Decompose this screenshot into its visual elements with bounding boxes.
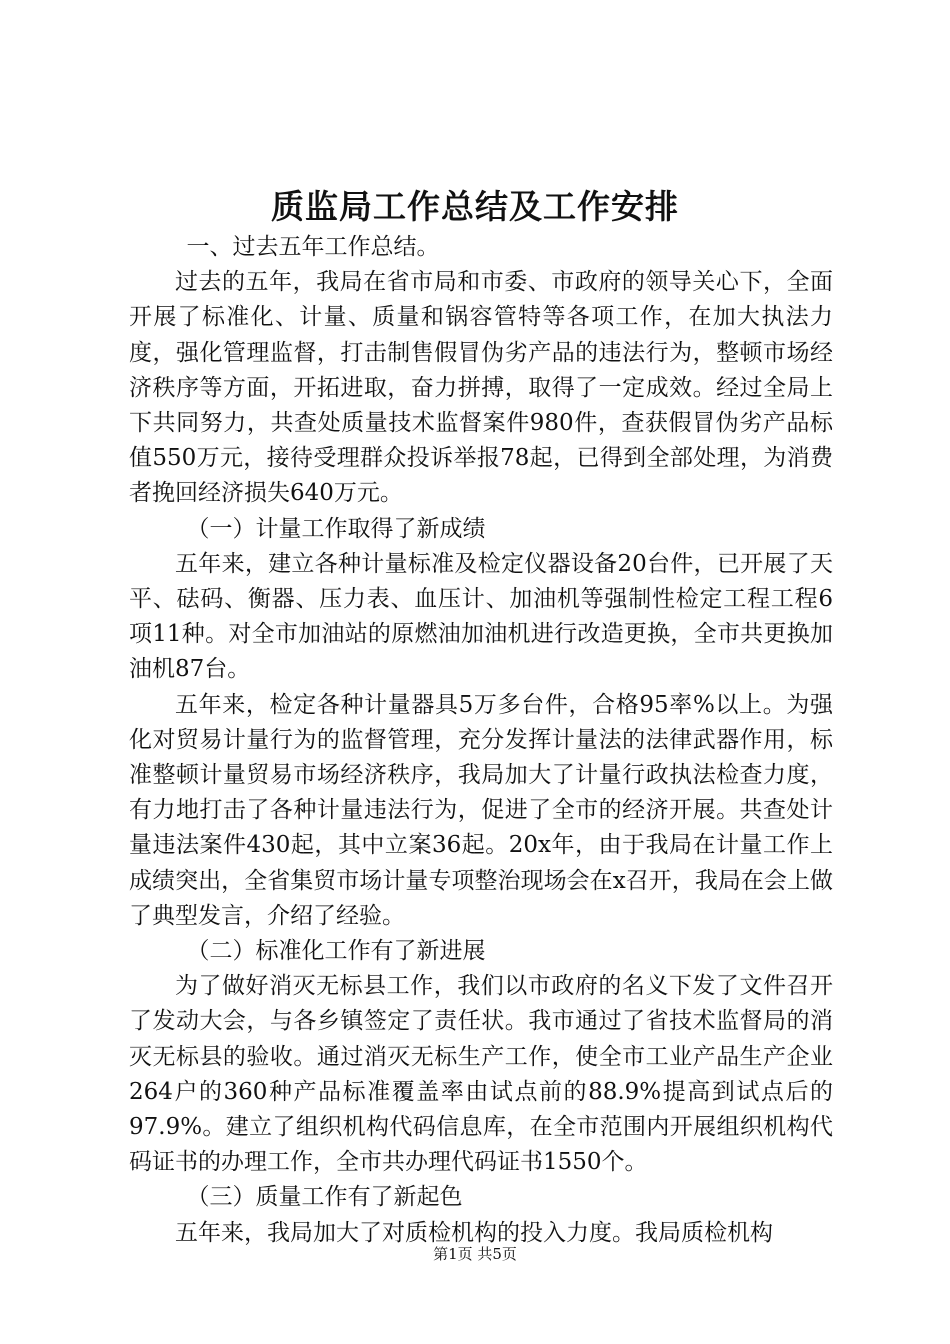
subsection-heading: （三）质量工作有了新起色	[186, 1184, 463, 1211]
body-paragraph: 五年来，建立各种计量标准及检定仪器设备20台件，已开展了天平、砝码、衡器、压力表、血压计、加油机等强制性检定工程工程6项11种。对全市加油站的原燃油加油机进行改造更换，全市共更换加油机87台。	[129, 550, 833, 683]
document-title: 质监局工作总结及工作安排	[271, 187, 679, 226]
document-body	[129, 230, 833, 1251]
body-paragraph: 为了做好消灭无标县工作，我们以市政府的名义下发了文件召开了发动大会，与各乡镇签定了责任状。我市通过了省技术监督局的消灭无标县的验收。通过消灭无标生产工作，使全市工业产品生产企业264户的360种产品标准覆盖率由试点前的88.9%提高到试点后的97.9%。建立了组织机构代码信息库，在全市范围内开展组织机构代码证书的办理工作，全市共办理代码证书1550个。	[129, 973, 833, 1176]
body-paragraph: 五年来，检定各种计量器具5万多台件，合格95率%以上。为强化对贸易计量行为的监督管理，充分发挥计量法的法律武器作用，标准整顿计量贸易市场经济秩序，我局加大了计量行政执法检查力度，有力地打击了各种计量违法行为，促进了全市的经济开展。共查处计量违法案件430起，其中立案36起。20x年，由于我局在计量工作上成绩突出，全省集贸市场计量专项整治现场会在x召开，我局在会上做了典型发言，介绍了经验。	[129, 691, 833, 929]
subsection-heading: （一）计量工作取得了新成绩	[186, 515, 486, 542]
section-heading: 一、过去五年工作总结。	[186, 234, 440, 260]
body-paragraph: 过去的五年，我局在省市局和市委、市政府的领导关心下，全面开展了标准化、计量、质量和锅容管特等各项工作，在加大执法力度，强化管理监督，打击制售假冒伪劣产品的违法行为，整顿市场经济秩序等方面，开拓进取，奋力拼搏，取得了一定成效。经过全局上下共同努力，共查处质量技术监督案件980件，查获假冒伪劣产品标值550万元，接待受理群众投诉举报78起，已得到全部处理，为消费者挽回经济损失640万元。	[129, 269, 833, 507]
page-footer: 第1页 共5页	[433, 1245, 517, 1263]
subsection-heading: （二）标准化工作有了新进展	[186, 938, 486, 965]
body-paragraph: 五年来，我局加大了对质检机构的投入力度。我局质检机构	[175, 1219, 773, 1246]
